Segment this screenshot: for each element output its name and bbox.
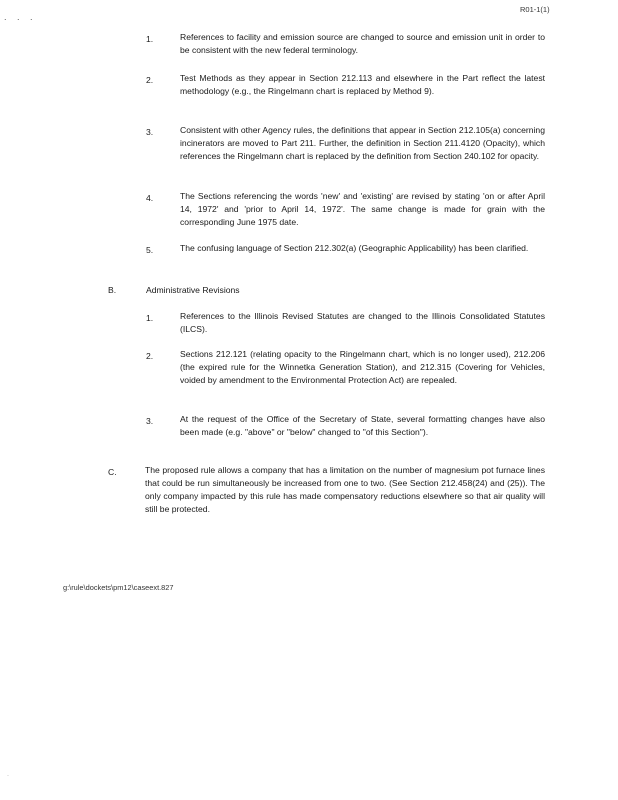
item-b2-text: Sections 212.121 (relating opacity to the Ringelmann chart, which is no longer used), 212.206 (the expired rule for the Winnetka Generation Station), and 212.315 (Covering for Vehicles, voided by amendment to the Environmental Protection Act) are repealed. xyxy=(180,349,545,385)
item-a2-number: 2. xyxy=(146,75,154,85)
item-a5-text: The confusing language of Section 212.302(a) (Geographic Applicability) has been clarified. xyxy=(180,243,529,253)
item-a2-text: Test Methods as they appear in Section 212.113 and elsewhere in the Part reflect the latest methodology (e.g., the Ringelmann chart is replaced by Method 9). xyxy=(180,73,545,96)
item-a1-number: 1. xyxy=(146,34,154,44)
section-b-letter: B. xyxy=(108,285,117,295)
section-c-letter: C. xyxy=(108,467,117,477)
section-b-title: Administrative Revisions xyxy=(146,285,240,295)
section-c-text: The proposed rule allows a company that has a limitation on the number of magnesium pot furnace lines that could be run simultaneously be increased from one to two. (See Section 212.458(24) and (25)). The only company impacted by this rule has made compensatory reductions elsewhere so that air quality will still be protected. xyxy=(145,465,545,514)
file-path: g:\rule\dockets\pm12\caseext.827 xyxy=(63,583,174,592)
corner-marks: . . . xyxy=(4,12,37,22)
item-b3-number: 3. xyxy=(146,416,154,426)
item-b1-number: 1. xyxy=(146,313,154,323)
item-b3-text: At the request of the Office of the Secretary of State, several formatting changes have also been made (e.g. "above" or "below" changed to "of this Section"). xyxy=(180,414,545,437)
item-b1-text: References to the Illinois Revised Statutes are changed to the Illinois Consolidated Statutes (ILCS). xyxy=(180,311,545,334)
item-a4-text: The Sections referencing the words 'new' and 'existing' are revised by stating 'on or after April 14, 1972' and 'prior to April 14, 1972'. The same change is made for grain with the corresponding June 1975 date. xyxy=(180,191,545,227)
item-a4-number: 4. xyxy=(146,193,154,203)
page-reference: R01-1(1) xyxy=(520,5,550,14)
item-b2-number: 2. xyxy=(146,351,154,361)
item-a3-text: Consistent with other Agency rules, the definitions that appear in Section 212.105(a) concerning incinerators are moved to Part 211. Further, the definition in Section 211.4120 (Opacity), which references the Ringelmann chart is replaced by the definition from Section 240.102 for opacity. xyxy=(180,125,545,161)
item-a5-number: 5. xyxy=(146,245,154,255)
scan-mark: · xyxy=(7,773,9,779)
item-a1-text: References to facility and emission source are changed to source and emission unit in order to be consistent with the new federal terminology. xyxy=(180,32,545,55)
item-a3-number: 3. xyxy=(146,127,154,137)
